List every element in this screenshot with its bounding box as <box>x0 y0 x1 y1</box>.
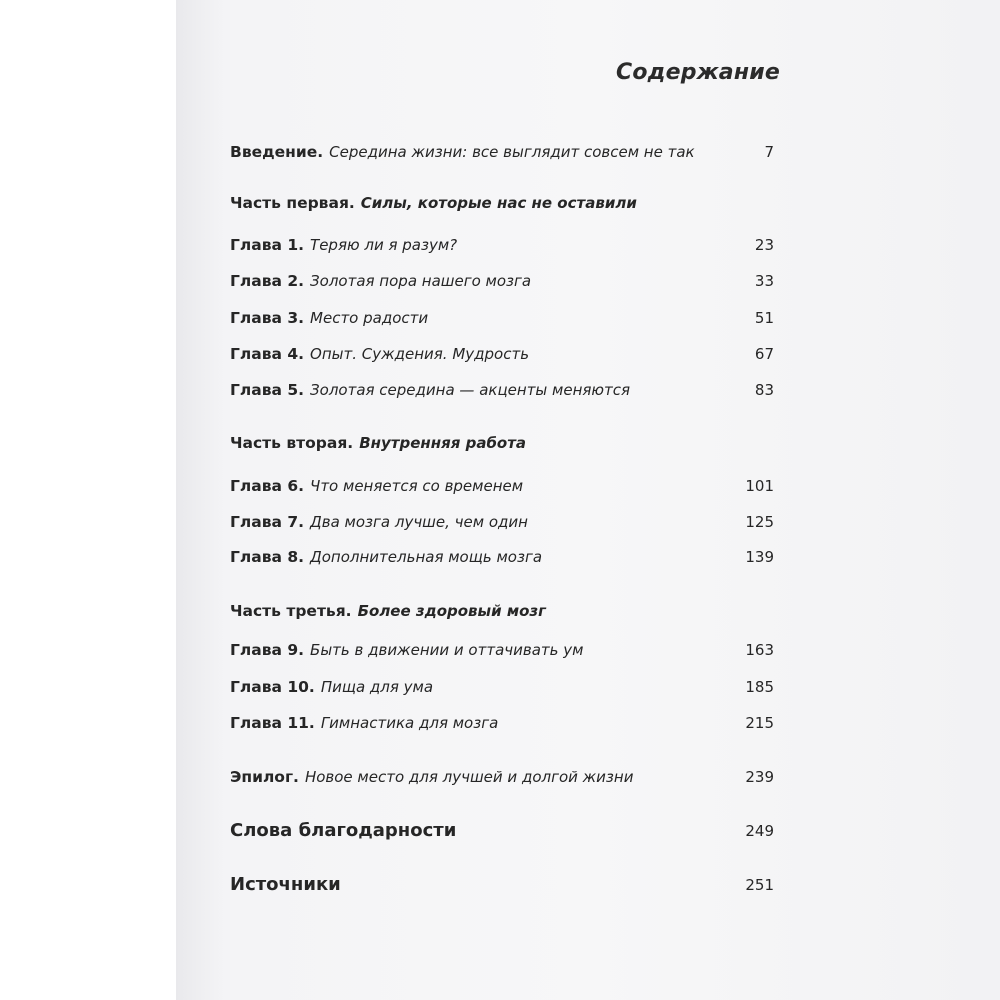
entry-page-number: 33 <box>754 272 774 290</box>
toc-entry-epilogue[interactable] <box>230 768 774 786</box>
entry-page-number: 7 <box>764 143 774 161</box>
entry-title: Середина жизни: все выглядит совсем не так <box>329 143 695 161</box>
entry-title: Быть в движении и оттачивать ум <box>310 641 584 659</box>
entry-label: Источники <box>230 874 341 895</box>
entry-page-number: 185 <box>745 678 774 696</box>
part-label: Часть третья. <box>230 602 352 620</box>
entry-label: Слова благодарности <box>230 820 457 841</box>
entry-label: Глава 9. <box>230 641 305 659</box>
entry-title: Дополнительная мощь мозга <box>310 548 543 566</box>
toc-entry-chapter-5[interactable] <box>230 381 774 399</box>
toc-part-2[interactable] <box>230 434 774 452</box>
entry-label: Глава 11. <box>230 714 315 732</box>
part-label: Часть первая. <box>230 194 355 212</box>
toc-entry-acknowledgements[interactable] <box>230 820 774 841</box>
book-page <box>176 0 1000 1000</box>
toc-heading: Содержание <box>616 60 780 85</box>
toc-entry-chapter-2[interactable] <box>230 272 774 290</box>
toc-entry-chapter-11[interactable] <box>230 714 774 732</box>
entry-label: Глава 3. <box>230 309 305 327</box>
entry-page-number: 83 <box>754 381 774 399</box>
entry-page-number: 125 <box>745 513 774 531</box>
entry-label: Глава 2. <box>230 272 305 290</box>
toc-entry-chapter-9[interactable] <box>230 641 774 659</box>
toc-entry-sources[interactable] <box>230 874 774 895</box>
entry-label: Глава 6. <box>230 477 305 495</box>
entry-title: Место радости <box>310 309 429 327</box>
toc-part-3[interactable] <box>230 602 774 620</box>
entry-page-number: 23 <box>754 236 774 254</box>
entry-page-number: 215 <box>745 714 774 732</box>
entry-label: Введение. <box>230 143 324 161</box>
toc-entry-chapter-1[interactable] <box>230 236 774 254</box>
entry-page-number: 249 <box>745 822 774 840</box>
entry-title: Новое место для лучшей и долгой жизни <box>304 768 634 786</box>
entry-page-number: 139 <box>745 548 774 566</box>
entry-title: Опыт. Суждения. Мудрость <box>310 345 530 363</box>
entry-title: Теряю ли я разум? <box>310 236 458 254</box>
entry-label: Глава 8. <box>230 548 305 566</box>
entry-page-number: 251 <box>745 876 774 894</box>
part-title: Силы, которые нас не оставили <box>360 194 637 212</box>
toc-entry-chapter-4[interactable] <box>230 345 774 363</box>
entry-label: Глава 5. <box>230 381 305 399</box>
entry-label: Эпилог. <box>230 768 299 786</box>
part-title: Более здоровый мозг <box>357 602 546 620</box>
entry-label: Глава 1. <box>230 236 305 254</box>
toc-entry-chapter-3[interactable] <box>230 309 774 327</box>
entry-page-number: 239 <box>745 768 774 786</box>
toc-entry-chapter-8[interactable] <box>230 548 774 566</box>
toc-entry-chapter-6[interactable] <box>230 477 774 495</box>
part-label: Часть вторая. <box>230 434 354 452</box>
entry-title: Золотая середина — акценты меняются <box>310 381 631 399</box>
entry-title: Два мозга лучше, чем один <box>310 513 528 531</box>
entry-title: Гимнастика для мозга <box>320 714 499 732</box>
part-title: Внутренняя работа <box>359 434 527 452</box>
entry-title: Пища для ума <box>320 678 434 696</box>
toc-entry-intro[interactable] <box>230 143 774 161</box>
entry-page-number: 51 <box>754 309 774 327</box>
toc-entry-chapter-10[interactable] <box>230 678 774 696</box>
entry-title: Что меняется со временем <box>310 477 524 495</box>
toc-entry-chapter-7[interactable] <box>230 513 774 531</box>
entry-label: Глава 7. <box>230 513 305 531</box>
entry-page-number: 101 <box>745 477 774 495</box>
entry-label: Глава 10. <box>230 678 315 696</box>
entry-title: Золотая пора нашего мозга <box>310 272 532 290</box>
entry-page-number: 163 <box>745 641 774 659</box>
toc-part-1[interactable] <box>230 194 774 212</box>
entry-page-number: 67 <box>754 345 774 363</box>
entry-label: Глава 4. <box>230 345 305 363</box>
